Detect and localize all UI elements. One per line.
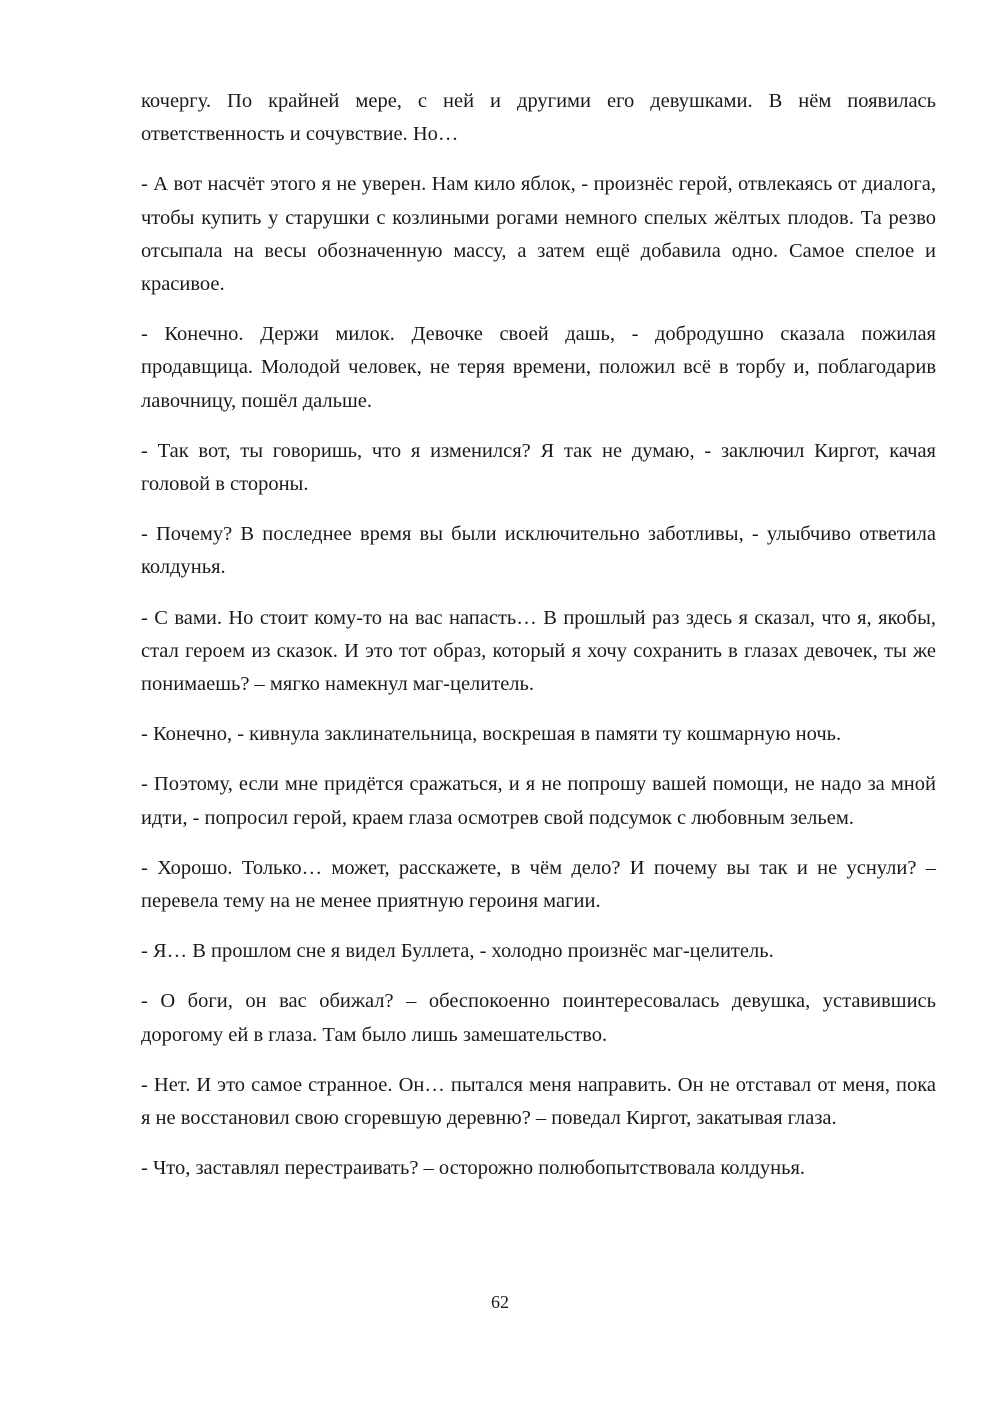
paragraph: - О боги, он вас обижал? – обеспокоенно поинтересовалась девушка, уставившись дорогому ей в глаза. Там было лишь замешательство. — [141, 990, 936, 1046]
paragraph: - Что, заставлял перестраивать? – осторожно полюбопытствовала колдунья. — [141, 1157, 806, 1180]
page-body-text — [141, 85, 936, 1202]
paragraph: - Поэтому, если мне придётся сражаться, и я не попрошу вашей помощи, не надо за мной идти, - попросил герой, краем глаза осмотрев свой подсумок с любовным зельем. — [141, 773, 936, 829]
paragraph: - С вами. Но стоит кому-то на вас напасть… В прошлый раз здесь я сказал, что я, якобы, стал героем из сказок. И это тот образ, который я хочу сохранить в глазах девочек, ты же понимаешь? – мягко намекнул маг-целитель. — [141, 606, 936, 696]
paragraph: - Так вот, ты говоришь, что я изменился? Я так не думаю, - заключил Киргот, качая головой в стороны. — [141, 439, 936, 496]
paragraph: - Нет. И это самое странное. Он… пытался меня направить. Он не отставал от меня, пока я не восстановил свою сгоревшую деревню? – поведал Киргот, закатывая глаза. — [141, 1073, 936, 1130]
paragraph: - Почему? В последнее время вы были исключительно заботливы, - улыбчиво ответила колдунья. — [141, 523, 936, 579]
paragraph: кочергу. По крайней мере, с ней и другими его девушками. В нём появилась ответственность и сочувствие. Но… — [141, 90, 936, 146]
paragraph: - Хорошо. Только… может, расскажете, в чём дело? И почему вы так и не уснули? – перевела тему на не менее приятную героиня магии. — [141, 856, 936, 913]
paragraph: - Конечно, - кивнула заклинательница, воскрешая в памяти ту кошмарную ночь. — [141, 723, 842, 746]
paragraph: - А вот насчёт этого я не уверен. Нам кило яблок, - произнёс герой, отвлекаясь от диалога, чтобы купить у старушки с козлиными рогами немного спелых жёлтых плодов. Та резво отсыпала на весы обозначенную массу, а затем ещё добавила одно. Самое спелое и красивое. — [141, 173, 936, 296]
page-number: 62 — [491, 1292, 509, 1312]
paragraph: - Я… В прошлом сне я видел Буллета, - холодно произнёс маг-целитель. — [141, 940, 774, 963]
paragraph: - Конечно. Держи милок. Девочке своей дашь, - добродушно сказала пожилая продавщица. Молодой человек, не теряя времени, положил всё в торбу и, поблагодарив лавочницу, пошёл дальше. — [141, 323, 936, 412]
